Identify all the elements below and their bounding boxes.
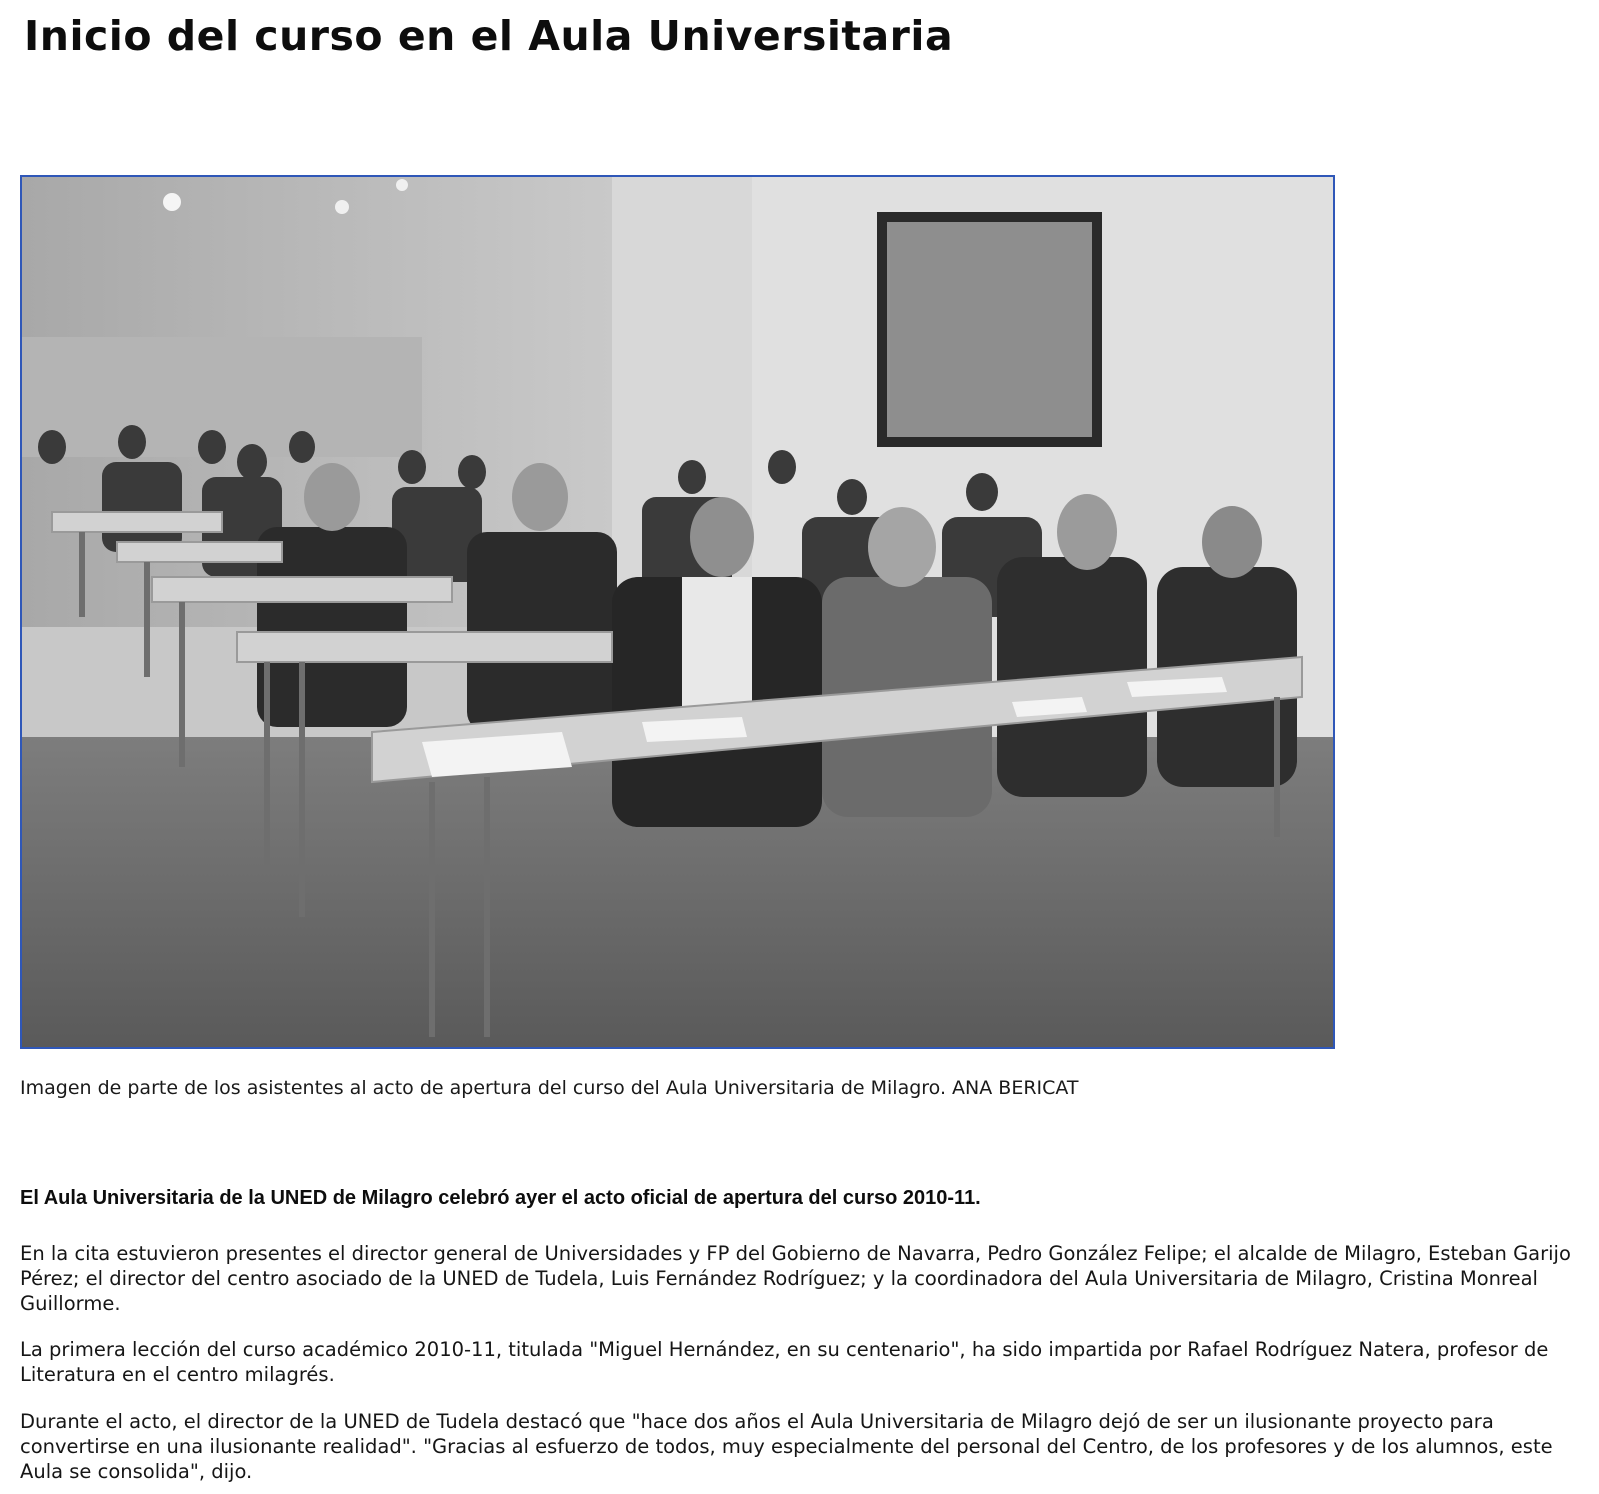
article-title: Inicio del curso en el Aula Universitaria (24, 12, 954, 60)
article-paragraph: Durante el acto, el director de la UNED de Tudela destacó que "hace dos años el Aula Universitaria de Milagro dejó de ser un ilusionante proyecto para convertirse en una ilusionante realidad". "Gracias al esfuerzo de todos, muy especialmente del personal del Centro, de los profesores y de los alumnos, este Aula se consolida", dijo. (20, 1410, 1553, 1483)
article-paragraph: La primera lección del curso académico 2010-11, titulada "Miguel Hernández, en su centenario", ha sido impartida por Rafael Rodríguez Natera, profesor de Literatura en el centro milagrés. (20, 1338, 1549, 1386)
photo-caption: Imagen de parte de los asistentes al acto de apertura del curso del Aula Universitaria de Milagro. ANA BERICAT (20, 1077, 1079, 1099)
article-photo (20, 175, 1335, 1049)
article-lead: El Aula Universitaria de la UNED de Milagro celebró ayer el acto oficial de apertura del curso 2010-11. (20, 1187, 981, 1209)
classroom-photo-illustration (22, 177, 1333, 1047)
article-paragraph: En la cita estuvieron presentes el director general de Universidades y FP del Gobierno de Navarra, Pedro González Felipe; el alcalde de Milagro, Esteban Garijo Pérez; el director del centro asociado de la UNED de Tudela, Luis Fernández Rodríguez; y la coordinadora del Aula Universitaria de Milagro, Cristina Monreal Guillorme. (20, 1242, 1571, 1315)
